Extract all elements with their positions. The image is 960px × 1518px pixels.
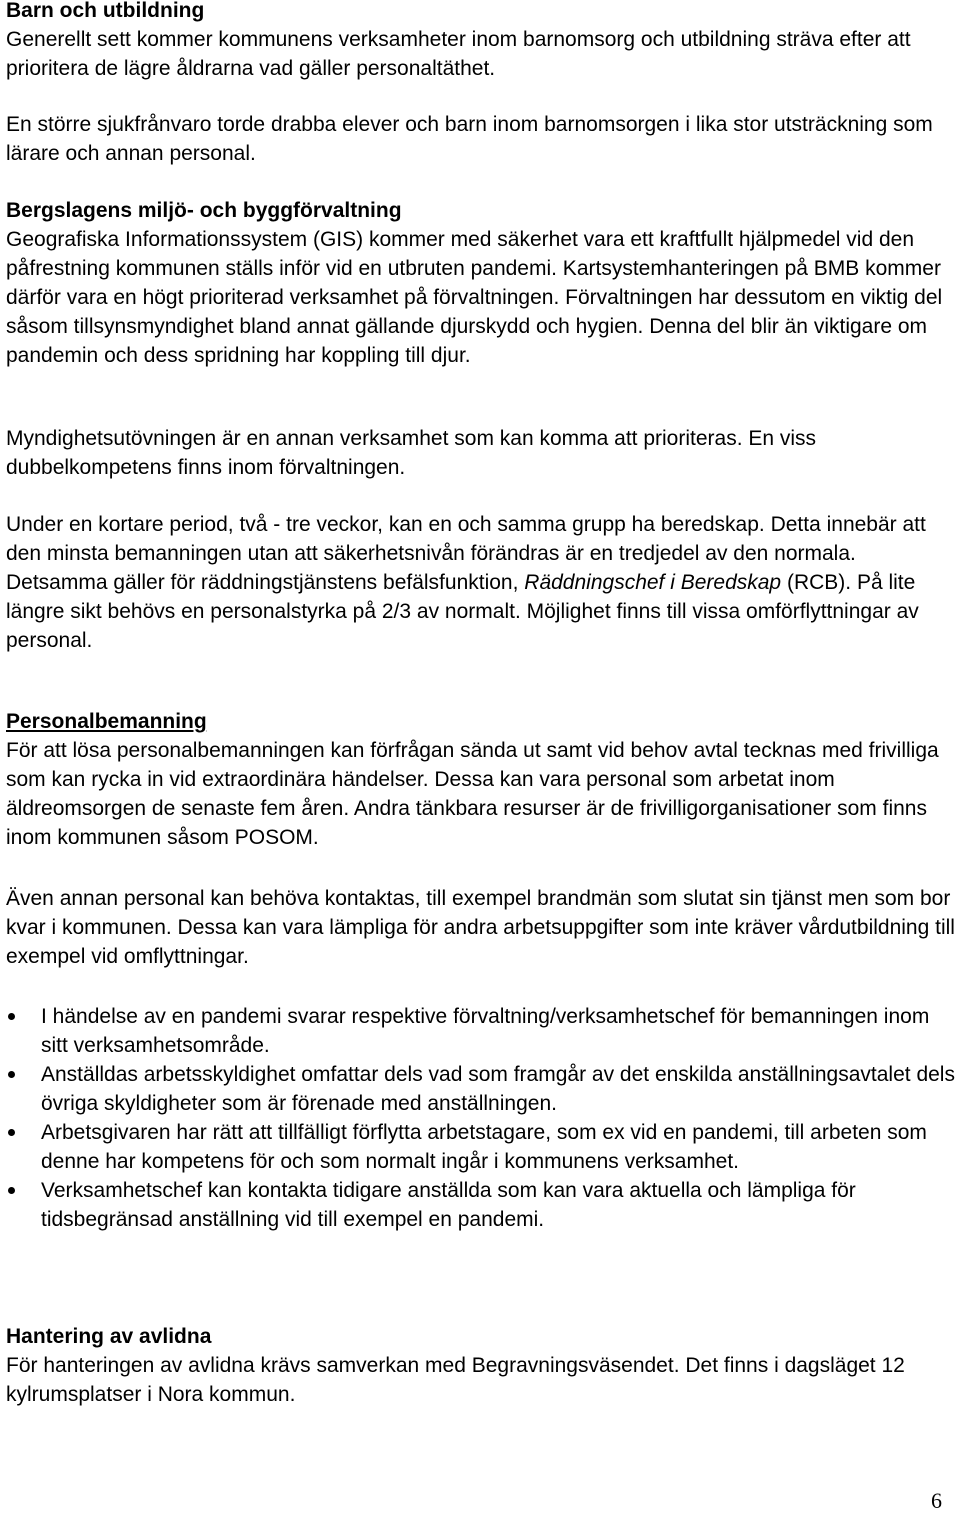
italic-term: Räddningschef i Beredskap — [524, 571, 782, 594]
list-item-text: Anställdas arbetsskyldighet omfattar dels vad som framgår av det enskilda anställningsavtalet dels övriga skyldigheter som är förenade med anställningen. — [41, 1063, 955, 1115]
section-personal — [6, 707, 956, 852]
paragraph: Generellt sett kommer kommunens verksamheter inom barnomsorg och utbildning sträva efter att prioritera de lägre åldrarna vad gäller personaltäthet. — [6, 28, 911, 80]
section-heading: Barn och utbildning — [6, 0, 205, 22]
bullet-list — [6, 1002, 956, 1234]
section-heading: Bergslagens miljö- och byggförvaltning — [6, 199, 402, 222]
section-avlidna — [6, 1322, 956, 1409]
list-item — [6, 1002, 956, 1060]
paragraph: Även annan personal kan behöva kontaktas, till exempel brandmän som slutat sin tjänst men som bor kvar i kommunen. Dessa kan vara lämpliga för andra arbetsuppgifter som inte kräver vårdutbildning till exempel vid omflyttningar. — [6, 887, 955, 968]
list-item-text: Arbetsgivaren har rätt att tillfälligt förflytta arbetstagare, som ex vid en pandemi, till arbeten som denne har kompetens för och som normalt ingår i kommunens verksamhet. — [41, 1121, 927, 1173]
paragraph: Myndighetsutövningen är en annan verksamhet som kan komma att prioriteras. En viss dubbelkompetens finns inom förvaltningen. — [6, 427, 817, 479]
section-barn — [6, 0, 956, 83]
paragraph — [6, 510, 956, 655]
list-item — [6, 1060, 956, 1118]
bullet-icon — [8, 1187, 15, 1194]
bullet-icon — [8, 1129, 15, 1136]
bullet-icon — [8, 1013, 15, 1020]
paragraph: Geografiska Informationssystem (GIS) kommer med säkerhet vara ett kraftfullt hjälpmedel vid den påfrestning kommunen ställs inför vid en utbruten pandemi. Kartsystemhanteringen på BMB kommer därför vara en högt prioriterad verksamhet på förvaltningen. Förvaltningen har dessutom en viktig del såsom tillsynsmyndighet bland annat gällande djurskydd och hygien. Denna del blir än viktigare om pandemin och dess spridning har koppling till djur. — [6, 228, 943, 367]
paragraph: För hanteringen av avlidna krävs samverkan med Begravningsväsendet. Det finns i dagsläget 12 kylrumsplatser i Nora kommun. — [6, 1354, 905, 1406]
list-item-text: Verksamhetschef kan kontakta tidigare anställda som kan vara aktuella och lämpliga för tidsbegränsad anställning vid till exempel en pandemi. — [41, 1179, 856, 1231]
paragraph: En större sjukfrånvaro torde drabba elever och barn inom barnomsorgen i lika stor utsträckning som lärare och annan personal. — [6, 113, 933, 165]
section-personal-p2 — [6, 884, 956, 971]
section-personal-bullets — [6, 1002, 956, 1234]
list-item — [6, 1176, 956, 1234]
list-item — [6, 1118, 956, 1176]
section-bergslagen-p3 — [6, 510, 956, 655]
paragraph-text: Under en kortare period, två - tre veckor, kan en och samma grupp ha beredskap. Detta innebär att den minsta bemanningen utan att säkerhetsnivån förändras är en tredjedel av den normala. Detsamma gäller för räddningstjänstens befälsfunktion, — [6, 513, 926, 594]
page-number: 6 — [931, 1488, 942, 1513]
bullet-icon — [8, 1071, 15, 1078]
section-heading: Personalbemanning — [6, 710, 207, 733]
paragraph-text: (RCB). På lite längre sikt behövs en personalstyrka på 2/3 av normalt. Möjlighet finns till vissa omförflyttningar av personal. — [6, 571, 919, 652]
section-barn-p2 — [6, 110, 956, 168]
section-bergslagen-p2 — [6, 424, 956, 482]
section-bergslagen — [6, 196, 956, 370]
paragraph: För att lösa personalbemanningen kan förfrågan sända ut samt vid behov avtal tecknas med frivilliga som kan rycka in vid extraordinära händelser. Dessa kan vara personal som arbetat inom äldreomsorgen de senaste fem åren. Andra tänkbara resurser är de frivilligorganisationer som finns inom kommunen såsom POSOM. — [6, 739, 939, 849]
list-item-text: I händelse av en pandemi svarar respektive förvaltning/verksamhetschef för bemanningen inom sitt verksamhetsområde. — [41, 1005, 930, 1057]
section-heading: Hantering av avlidna — [6, 1325, 212, 1348]
